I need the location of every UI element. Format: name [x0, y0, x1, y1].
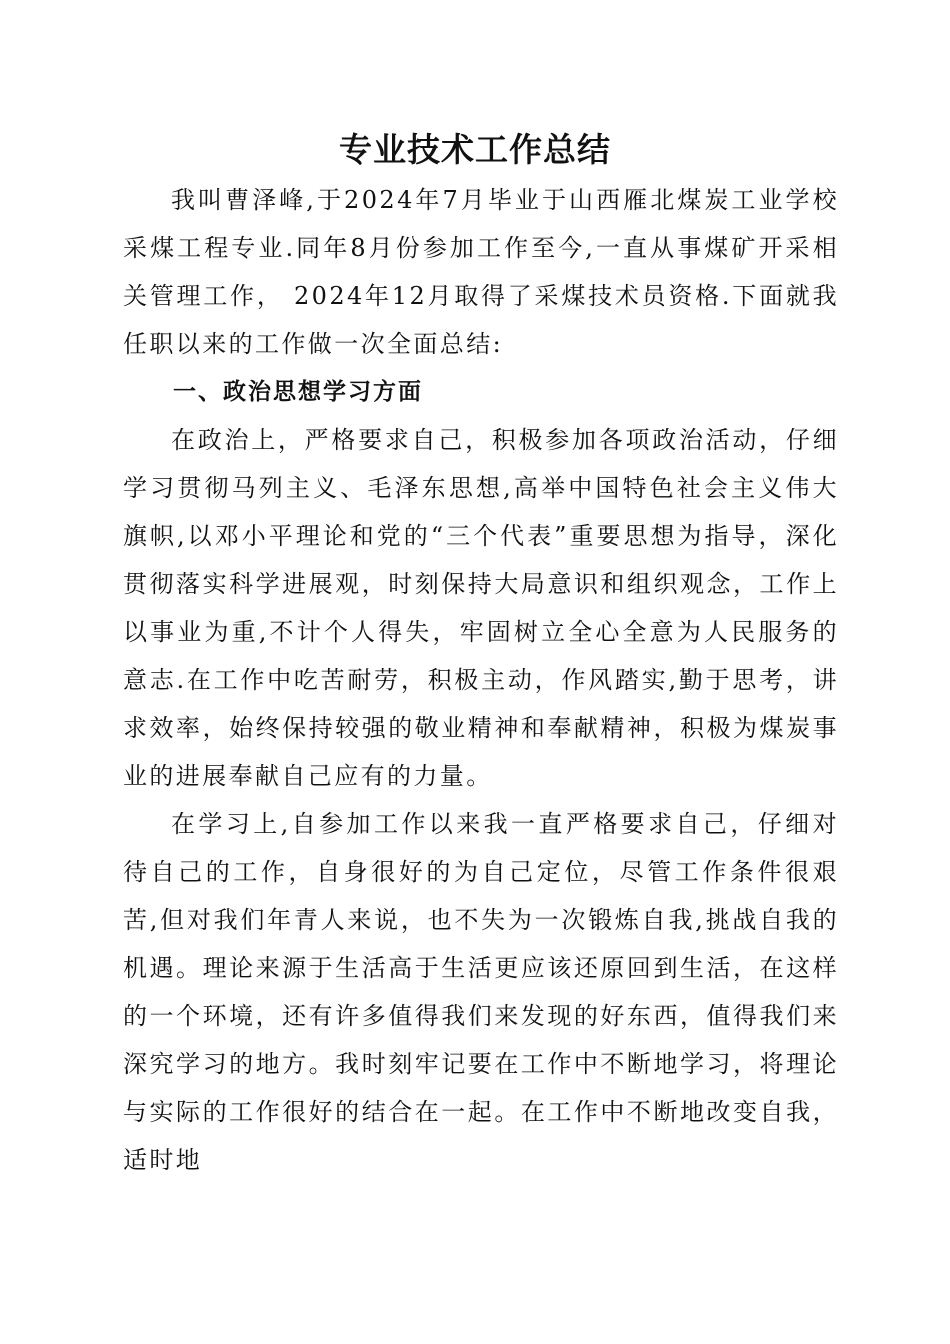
document-body — [123, 176, 839, 1184]
document-title: 专业技术工作总结 — [339, 130, 611, 169]
study-paragraph: 在学习上,自参加工作以来我一直严格要求自己，仔细对待自己的工作，自身很好的为自己定位，尽管工作条件很艰苦,但对我们年青人来说，也不失为一次锻炼自我,挑战自我的机遇。理论来源于生活高于生活更应该还原回到生活，在这样的一个环境，还有许多值得我们来发现的好东西，值得我们来深究学习的地方。我时刻牢记要在工作中不断地学习，将理论与实际的工作很好的结合在一起。在工作中不断地改变自我，适时地 — [123, 810, 839, 1174]
intro-paragraph: 我叫曹泽峰,于2024年7月毕业于山西雁北煤炭工业学校采煤工程专业.同年8月份参加工作至今,一直从事煤矿开采相关管理工作， 2024年12月取得了采煤技术员资格.下面就我任职以来的工作做一次全面总结: — [123, 186, 839, 358]
section-heading: 一、政治思想学习方面 — [173, 379, 423, 405]
politics-paragraph: 在政治上，严格要求自己，积极参加各项政治活动，仔细学习贯彻马列主义、毛泽东思想,高举中国特色社会主义伟大旗帜,以邓小平理论和党的“三个代表”重要思想为指导，深化贯彻落实科学进展观，时刻保持大局意识和组织观念，工作上以事业为重,不计个人得失，牢固树立全心全意为人民服务的意志.在工作中吃苦耐劳，积极主动，作风踏实,勤于思考，讲求效率，始终保持较强的敬业精神和奉献精神，积极为煤炭事业的进展奉献自己应有的力量。 — [123, 426, 839, 790]
